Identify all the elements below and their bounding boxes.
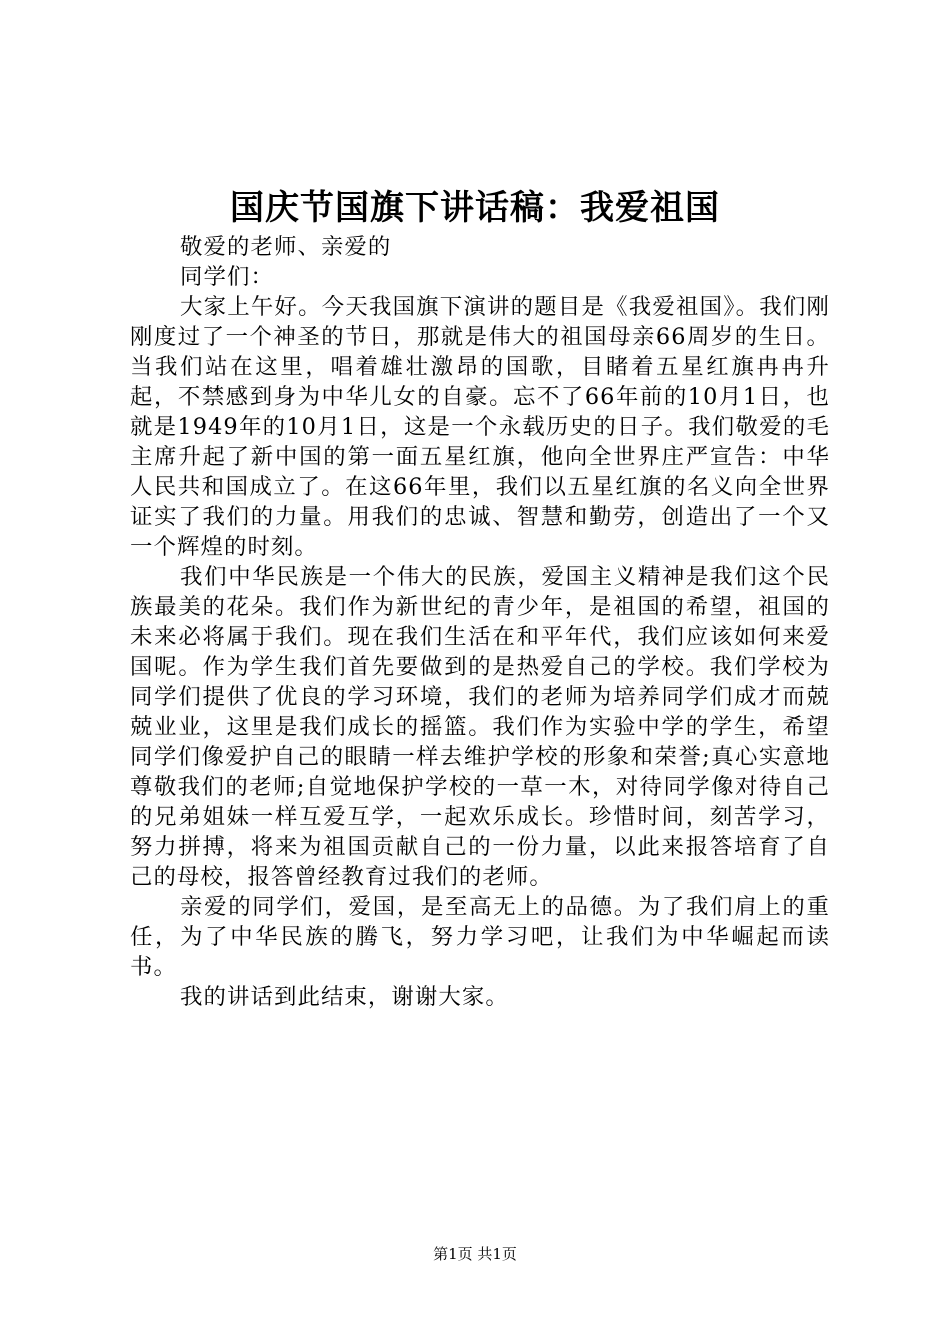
document-body: [130, 232, 830, 1012]
paragraph-3: 亲爱的同学们，爱国，是至高无上的品德。为了我们肩上的重任，为了中华民族的腾飞，努力学习吧，让我们为中华崛起而读书。: [130, 894, 830, 980]
paragraph-1: 大家上午好。今天我国旗下演讲的题目是《我爱祖国》。我们刚刚度过了一个神圣的节日，那就是伟大的祖国母亲66周岁的生日。当我们站在这里，唱着雄壮激昂的国歌，目睹着五星红旗冉冉升起，不禁感到身为中华儿女的自豪。忘不了66年前的10月1日，也就是1949年的10月1日，这是一个永载历史的日子。我们敬爱的毛主席升起了新中国的第一面五星红旗，他向全世界庄严宣告：中华人民共和国成立了。在这66年里，我们以五星红旗的名义向全世界证实了我们的力量。用我们的忠诚、智慧和勤劳，创造出了一个又一个辉煌的时刻。: [130, 294, 830, 560]
paragraph-2: 我们中华民族是一个伟大的民族，爱国主义精神是我们这个民族最美的花朵。我们作为新世纪的青少年，是祖国的希望，祖国的未来必将属于我们。现在我们生活在和平年代，我们应该如何来爱国呢。作为学生我们首先要做到的是热爱自己的学校。我们学校为同学们提供了优良的学习环境，我们的老师为培养同学们成才而兢兢业业，这里是我们成长的摇篮。我们作为实验中学的学生，希望同学们像爱护自己的眼睛一样去维护学校的形象和荣誉;真心实意地尊敬我们的老师;自觉地保护学校的一草一木，对待同学像对待自己的兄弟姐妹一样互爱互学，一起欢乐成长。珍惜时间，刻苦学习，努力拼搏，将来为祖国贡献自己的一份力量，以此来报答培育了自己的母校，报答曾经教育过我们的老师。: [130, 564, 830, 890]
salutation-line-2: 同学们：: [180, 264, 274, 290]
paragraph-4: 我的讲话到此结束，谢谢大家。: [180, 984, 509, 1010]
page-title: 国庆节国旗下讲话稿：我爱祖国: [230, 188, 720, 228]
salutation-line-1: 敬爱的老师、亲爱的: [180, 234, 392, 260]
page-footer: 第1页 共1页: [433, 1245, 517, 1263]
